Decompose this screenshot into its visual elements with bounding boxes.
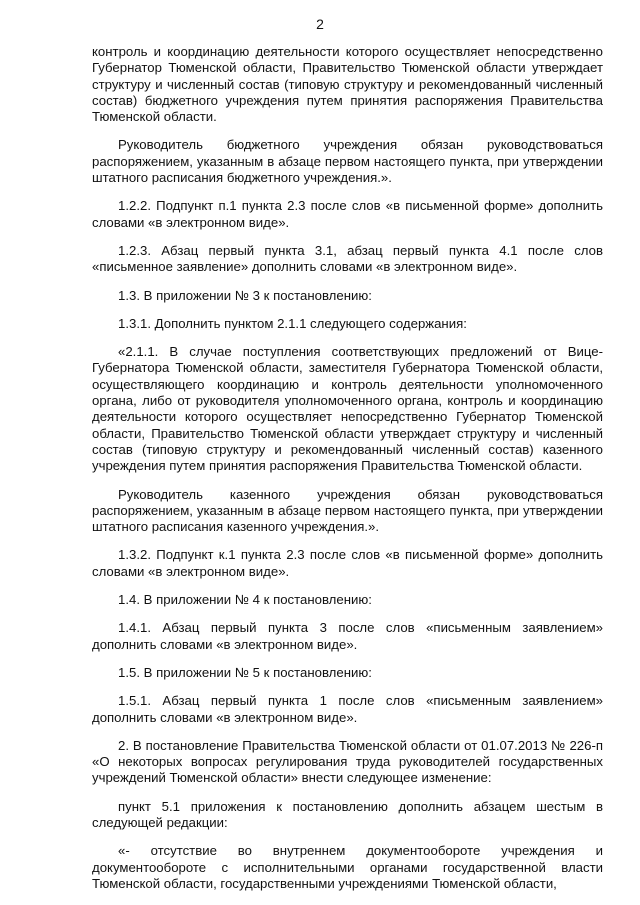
paragraph-2: 2. В постановление Правительства Тюменской области от 01.07.2013 № 226-п «О некоторых вопросах регулирования труда руководителей государственных учреждений Тюменской области» внести следующее изменение: xyxy=(92,737,603,786)
paragraph-1-5-1: 1.5.1. Абзац первый пункта 1 после слов «письменным заявлением» дополнить словами «в электронном виде». xyxy=(92,693,603,725)
paragraph-1-4-1: 1.4.1. Абзац первый пункта 3 после слов «письменным заявлением» дополнить словами «в электронном виде». xyxy=(92,620,603,652)
paragraph-1-2-2: 1.2.2. Подпункт п.1 пункта 2.3 после слов «в письменной форме» дополнить словами «в электронном виде». xyxy=(92,198,603,230)
paragraph-1-3-2: 1.3.2. Подпункт к.1 пункта 2.3 после слов «в письменной форме» дополнить словами «в электронном виде». xyxy=(92,547,603,579)
paragraph-1-3-1: 1.3.1. Дополнить пунктом 2.1.1 следующего содержания: xyxy=(118,315,467,331)
paragraph-1-2-3: 1.2.3. Абзац первый пункта 3.1, абзац первый пункта 4.1 после слов «письменное заявление» дополнить словами «в электронном виде». xyxy=(92,242,603,275)
paragraph-1-3: 1.3. В приложении № 3 к постановлению: xyxy=(118,287,372,303)
paragraph-continuation: контроль и координацию деятельности которого осуществляет непосредственно Губернатор Тюменской области, Правительство Тюменской области утверждает структуру и численный состав (типовую структуру и рекомендованный численный состав) бюджетного учреждения путем принятия распоряжения Правительства Тюменской области. xyxy=(92,44,603,125)
paragraph-budget-head-duty: Руководитель бюджетного учреждения обязан руководствоваться распоряжением, указанным в абзаце первом настоящего пункта, при утверждении штатного расписания бюджетного учреждения.». xyxy=(92,137,603,186)
paragraph-state-head-duty: Руководитель казенного учреждения обязан руководствоваться распоряжением, указанным в абзаце первом настоящего пункта, при утверждении штатного расписания казенного учреждения.». xyxy=(92,486,603,535)
document-body xyxy=(92,44,603,904)
paragraph-sixth-clause-quote: «- отсутствие во внутреннем документообороте учреждения и документообороте с исполнительными органами государственной власти Тюменской области, государственными учреждениями Тюменской области, xyxy=(92,843,603,891)
paragraph-1-4: 1.4. В приложении № 4 к постановлению: xyxy=(118,592,372,608)
paragraph-1-5: 1.5. В приложении № 5 к постановлению: xyxy=(118,664,372,680)
paragraph-2-1-1-quote: «2.1.1. В случае поступления соответствующих предложений от Вице-Губернатора Тюменской области, заместителя Губернатора Тюменской области, осуществляющего координацию и контроль деятельности уполномоченного органа, либо от руководителя уполномоченного органа, контроль и координацию деятельности которого осуществляет непосредственно Губернатор Тюменской области, Правительство Тюменской области утверждает структуру и численный состав (типовую структуру и рекомендованный численный состав) казенного учреждения путем принятия распоряжения Правительства Тюменской области. xyxy=(92,344,603,474)
paragraph-5-1-amendment: пункт 5.1 приложения к постановлению дополнить абзацем шестым в следующей редакции: xyxy=(92,798,603,830)
page-number: 2 xyxy=(316,16,324,32)
